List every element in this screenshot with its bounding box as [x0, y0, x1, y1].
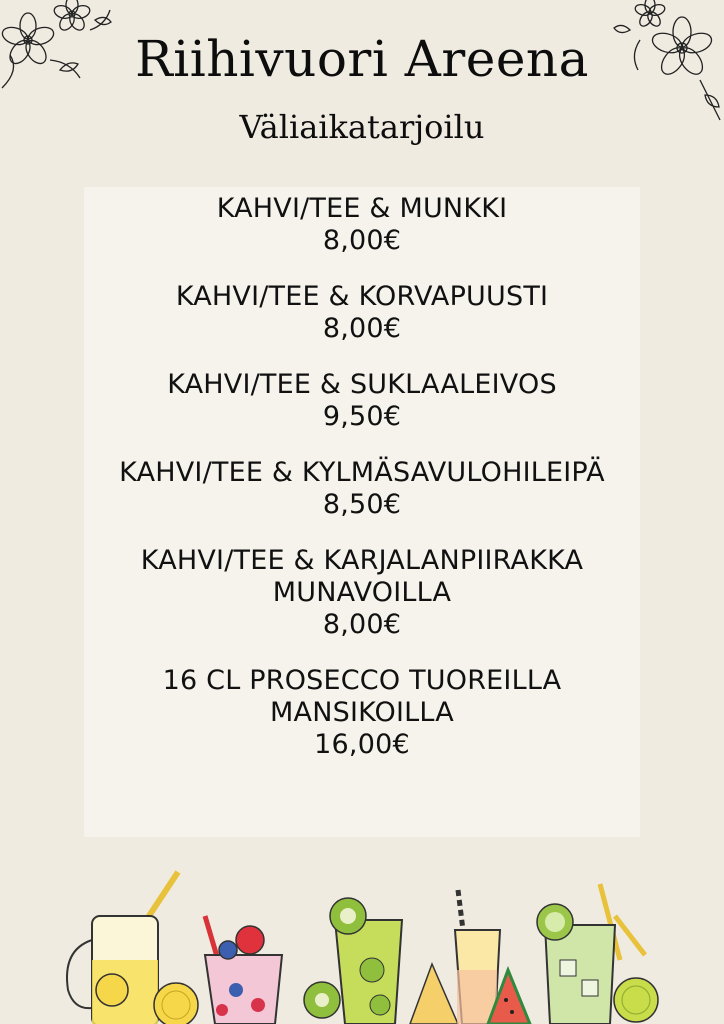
cocktail-glasses-illustration	[0, 860, 724, 1024]
page-subtitle: Väliaikatarjoilu	[239, 108, 485, 146]
melon-slice-icon	[410, 964, 458, 1024]
menu-item-price: 16,00€	[314, 729, 410, 760]
menu-item	[60, 369, 664, 433]
menu-item-name: 16 CL PROSECCO TUOREILLA	[162, 665, 562, 696]
menu-item-name: KAHVI/TEE & KORVAPUUSTI	[175, 281, 549, 312]
menu-item-price: 9,50€	[322, 401, 402, 432]
menu-item-name: KAHVI/TEE & KYLMÄSAVULOHILEIPÄ	[119, 457, 605, 488]
menu-item-name-continued: MANSIKOILLA	[270, 697, 454, 728]
menu-item-price: 8,00€	[322, 313, 402, 344]
menu-item-price: 8,50€	[322, 489, 402, 520]
menu-item-price: 8,00€	[322, 225, 402, 256]
menu-item	[60, 193, 664, 257]
tall-drink-icon	[455, 890, 500, 1024]
menu-item-name: KAHVI/TEE & KARJALANPIIRAKKA	[140, 545, 584, 576]
menu-item-name: KAHVI/TEE & SUKLAALEIVOS	[167, 369, 557, 400]
menu-item	[60, 457, 664, 521]
lemonade-jar-icon	[67, 872, 198, 1024]
menu-item	[60, 545, 664, 641]
menu-list	[60, 193, 664, 785]
berry-drink-icon	[205, 916, 282, 1024]
menu-item	[60, 665, 664, 761]
menu-item-price: 8,00€	[322, 609, 402, 640]
kiwi-drink-icon	[304, 898, 402, 1024]
menu-item-name-continued: MUNAVOILLA	[272, 577, 452, 608]
menu-item-name: KAHVI/TEE & MUNKKI	[216, 193, 508, 224]
page-title: Riihivuori Areena	[135, 30, 589, 88]
mojito-drink-icon	[537, 884, 658, 1024]
menu-item	[60, 281, 664, 345]
